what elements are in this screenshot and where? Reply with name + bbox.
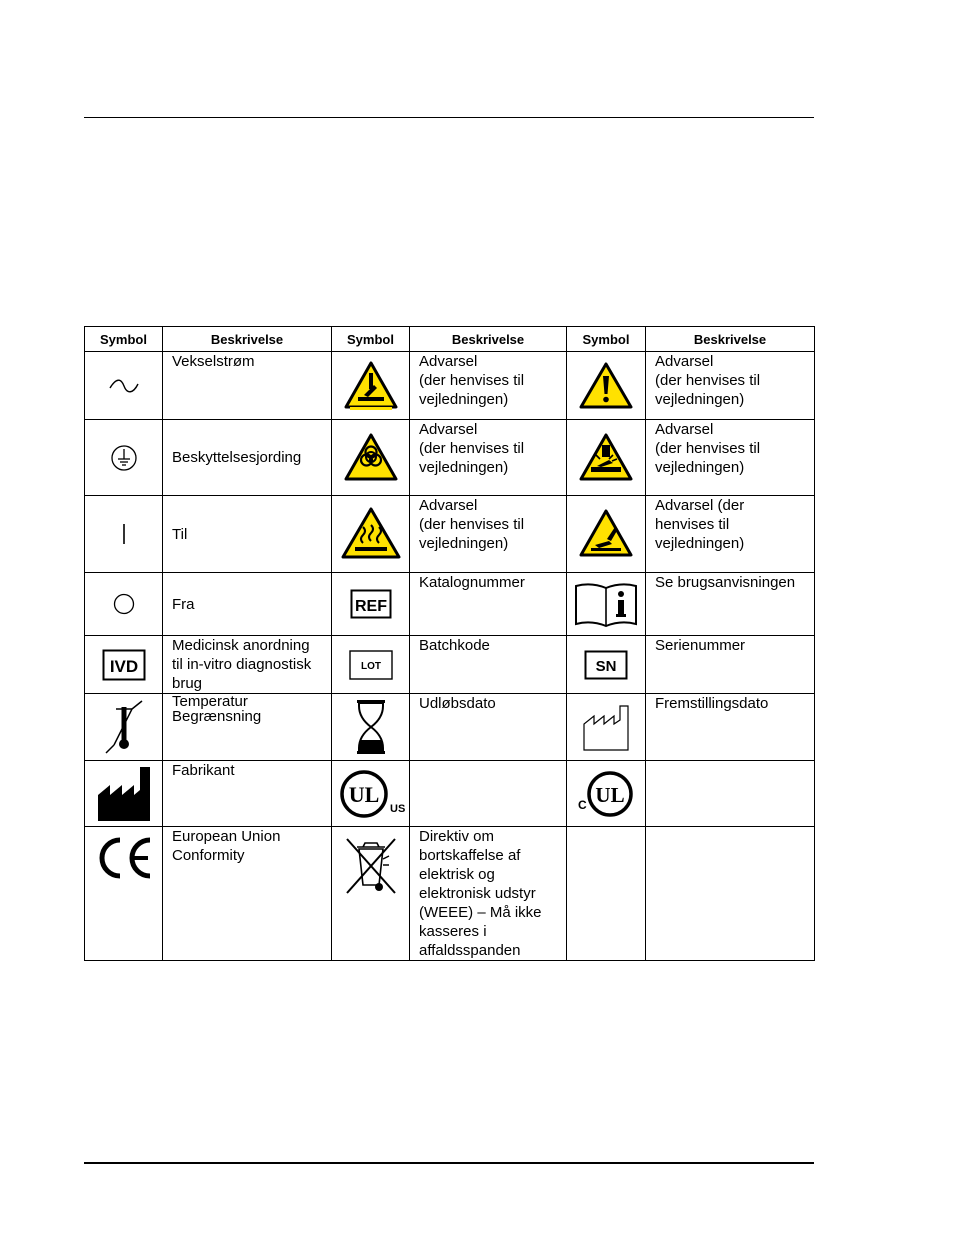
instructions-for-use-icon <box>573 580 639 628</box>
footer-rule <box>84 1162 814 1164</box>
table-row <box>85 573 815 636</box>
symbol-cell <box>85 420 163 496</box>
table-row <box>85 827 815 961</box>
hot-surface-warning-icon <box>341 507 401 561</box>
description-cell: Advarsel (der henvises til vejledningen) <box>646 496 815 573</box>
temperature-limit-icon <box>102 699 146 755</box>
symbol-cell <box>332 636 410 694</box>
symbol-cell <box>567 636 646 694</box>
symbol-cell <box>567 420 646 496</box>
svg-text:REF: REF <box>354 598 387 615</box>
description-cell: Advarsel (der henvises til vejledningen) <box>646 420 815 496</box>
header-symbol-3: Symbol <box>567 327 646 352</box>
description-cell: Vekselstrøm <box>163 352 332 420</box>
description-cell: Advarsel (der henvises til vejledningen) <box>410 496 567 573</box>
catalog-number-icon <box>350 589 392 619</box>
description-cell: Beskyttelsesjording <box>163 420 332 496</box>
manufacturer-icon <box>96 765 152 823</box>
table-row <box>85 352 815 420</box>
power-off-icon <box>112 592 136 616</box>
symbol-cell <box>332 420 410 496</box>
symbol-cell <box>332 573 410 636</box>
table-row <box>85 496 815 573</box>
description-cell: Fra <box>163 573 332 636</box>
description-cell: Udløbsdato <box>410 694 567 761</box>
description-cell <box>646 761 815 827</box>
batch-code-icon <box>349 650 393 680</box>
svg-text:UL: UL <box>595 782 625 807</box>
description-cell: Medicinsk anordning til in-vitro diagnostisk brug <box>163 636 332 694</box>
symbol-cell <box>567 352 646 420</box>
header-description-2: Beskrivelse <box>410 327 567 352</box>
hourglass-icon <box>355 698 387 756</box>
svg-text:US: US <box>389 802 405 815</box>
serial-number-icon <box>584 650 628 680</box>
table-row <box>85 636 815 694</box>
table-row <box>85 694 815 761</box>
symbol-cell <box>332 761 410 827</box>
description-cell: Fremstillingsdato <box>646 694 815 761</box>
ce-mark-icon <box>94 836 154 880</box>
description-cell: Batchkode <box>410 636 567 694</box>
ul-listed-us-icon <box>340 768 405 820</box>
symbol-cell <box>332 352 410 420</box>
description-cell: Direktiv om bortskaffelse af elektrisk og elektronisk udstyr (WEEE) – Må ikke kasseres i affaldsspanden <box>410 827 567 961</box>
description-cell: Til <box>163 496 332 573</box>
symbol-cell <box>85 573 163 636</box>
weee-icon <box>343 835 399 897</box>
symbol-cell <box>567 694 646 761</box>
symbol-cell <box>85 496 163 573</box>
date-of-manufacture-icon <box>580 702 632 752</box>
header-symbol-1: Symbol <box>85 327 163 352</box>
svg-text:LOT: LOT <box>360 660 381 672</box>
description-cell <box>410 761 567 827</box>
svg-text:C: C <box>578 797 587 812</box>
crush-hazard-warning-icon <box>344 361 398 411</box>
symbol-cell <box>85 761 163 827</box>
general-warning-icon <box>579 362 633 410</box>
description-cell: Katalognummer <box>410 573 567 636</box>
svg-text:SN: SN <box>595 657 617 675</box>
moving-parts-warning-icon <box>579 509 633 559</box>
symbol-cell <box>85 352 163 420</box>
symbol-cell <box>85 827 163 961</box>
biohazard-warning-icon <box>344 433 398 483</box>
description-cell: Temperatur Begrænsning <box>163 694 332 761</box>
header-symbol-2: Symbol <box>332 327 410 352</box>
description-cell: Advarsel (der henvises til vejledningen) <box>410 420 567 496</box>
symbol-table <box>84 326 815 961</box>
description-cell: Se brugsanvisningen <box>646 573 815 636</box>
svg-text:UL: UL <box>348 781 379 807</box>
header-description-1: Beskrivelse <box>163 327 332 352</box>
symbol-cell <box>567 496 646 573</box>
description-cell <box>646 827 815 961</box>
pinch-hazard-warning-icon <box>579 433 633 483</box>
symbol-cell <box>85 636 163 694</box>
header-description-3: Beskrivelse <box>646 327 815 352</box>
header-rule <box>84 117 814 118</box>
description-cell: Advarsel (der henvises til vejledningen) <box>410 352 567 420</box>
description-cell: European Union Conformity <box>163 827 332 961</box>
ivd-icon <box>102 649 146 681</box>
symbol-cell <box>332 496 410 573</box>
power-on-icon <box>119 522 129 546</box>
alternating-current-icon <box>107 376 141 396</box>
table-row <box>85 761 815 827</box>
svg-text:IVD: IVD <box>109 656 138 676</box>
protective-earth-icon <box>109 443 139 473</box>
description-cell: Serienummer <box>646 636 815 694</box>
c-ul-listed-icon <box>578 769 634 819</box>
description-cell: Advarsel (der henvises til vejledningen) <box>646 352 815 420</box>
symbol-cell <box>567 761 646 827</box>
symbol-cell <box>85 694 163 761</box>
table-header-row <box>85 327 815 352</box>
symbol-cell <box>567 573 646 636</box>
description-cell: Fabrikant <box>163 761 332 827</box>
symbol-cell <box>567 827 646 961</box>
table-row <box>85 420 815 496</box>
symbol-cell <box>332 694 410 761</box>
symbol-cell <box>332 827 410 961</box>
